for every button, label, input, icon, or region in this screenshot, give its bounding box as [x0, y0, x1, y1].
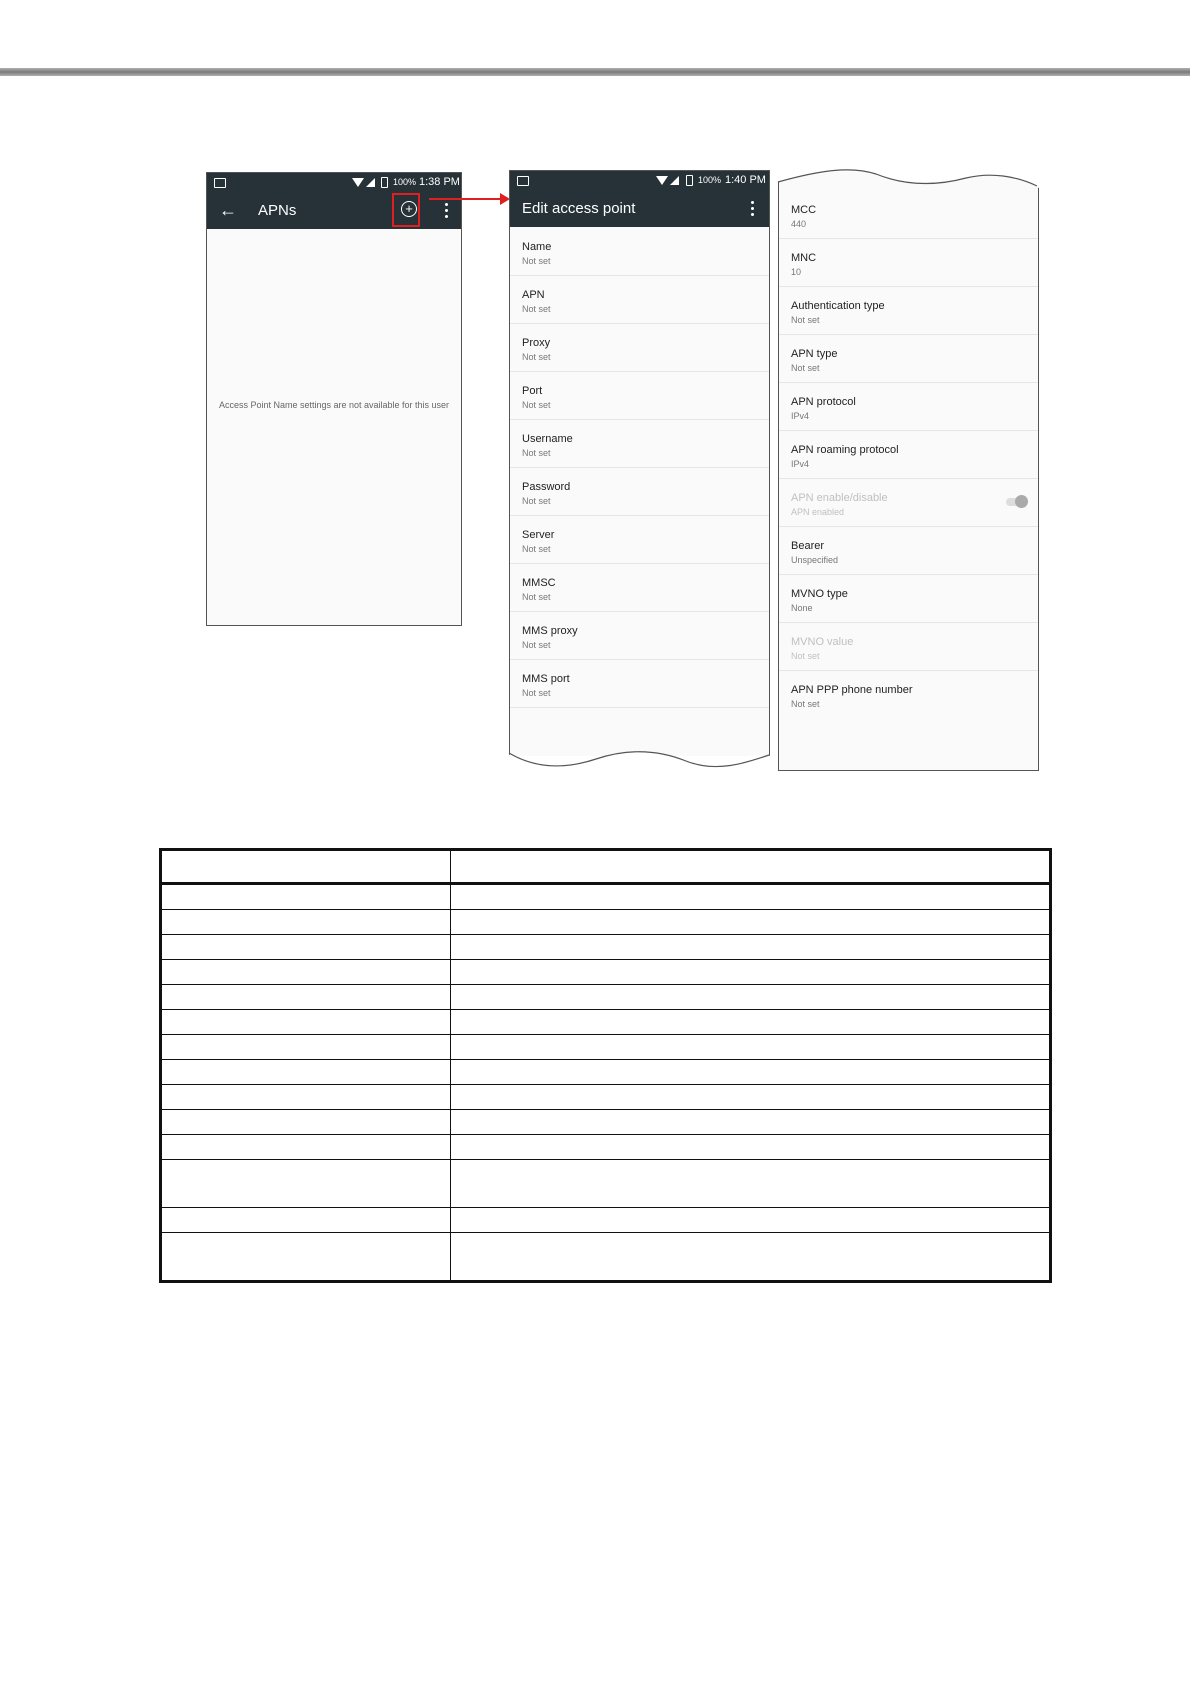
signal-icon	[670, 176, 679, 185]
battery-icon	[686, 175, 693, 186]
preference-list	[779, 191, 1038, 719]
back-arrow-icon[interactable]: ←	[219, 200, 237, 220]
page-title: APNs	[258, 202, 297, 219]
pref-summary: 10	[791, 267, 802, 277]
battery-icon	[381, 177, 388, 188]
pref-summary: Not set	[522, 352, 551, 362]
pref-title: APN	[522, 289, 545, 301]
pref-title: Name	[522, 241, 552, 253]
table-cell	[161, 1085, 451, 1110]
table-cell	[161, 1010, 451, 1035]
table-cell	[451, 1135, 1051, 1160]
pref-summary: Unspecified	[791, 555, 839, 565]
pref-port[interactable]	[510, 372, 769, 420]
pref-title: MCC	[791, 204, 817, 216]
pref-summary: Not set	[522, 496, 551, 506]
signal-icon	[366, 178, 375, 187]
table-row	[161, 884, 1051, 910]
edit-access-point-screen	[509, 170, 770, 756]
pref-summary: Not set	[522, 592, 551, 602]
table-cell	[161, 1035, 451, 1060]
app-bar	[207, 193, 461, 229]
table-cell	[451, 985, 1051, 1010]
pref-summary: Not set	[791, 363, 820, 373]
pref-title: MMSC	[522, 577, 556, 589]
pref-mmsc[interactable]	[510, 564, 769, 612]
pref-mvno-value[interactable]	[779, 623, 1038, 671]
pref-apn-ppp-phone-number[interactable]	[779, 671, 1038, 719]
pref-name[interactable]	[510, 228, 769, 276]
empty-message: Access Point Name settings are not available for this user	[218, 400, 450, 410]
pref-summary: Not set	[522, 688, 551, 698]
pref-title: MMS port	[522, 673, 570, 685]
table-row	[161, 960, 1051, 985]
pref-proxy[interactable]	[510, 324, 769, 372]
torn-edge-top	[776, 166, 1039, 192]
pref-summary: IPv4	[791, 411, 810, 421]
pref-mnc[interactable]	[779, 239, 1038, 287]
pref-apn-type[interactable]	[779, 335, 1038, 383]
pref-summary: None	[791, 603, 813, 613]
more-vert-icon[interactable]	[751, 201, 754, 216]
edit-access-point-continued	[778, 172, 1039, 771]
battery-percent: 100%	[393, 177, 417, 187]
table-row	[161, 1110, 1051, 1135]
table-cell	[161, 935, 451, 960]
torn-edge-bottom	[506, 749, 772, 773]
table-cell	[161, 1135, 451, 1160]
image-notification-icon	[517, 176, 529, 186]
table-cell	[451, 1035, 1051, 1060]
app-bar	[510, 191, 769, 227]
pref-summary: APN enabled	[791, 507, 845, 517]
add-circle-icon[interactable]: +	[401, 201, 417, 217]
apns-screen	[206, 172, 462, 626]
table-cell	[161, 960, 451, 985]
status-bar	[510, 171, 769, 191]
pref-mcc[interactable]	[779, 191, 1038, 239]
pref-authentication-type[interactable]	[779, 287, 1038, 335]
pref-summary: Not set	[522, 640, 551, 650]
pref-title: APN protocol	[791, 396, 856, 408]
pref-apn-enable-disable[interactable]	[779, 479, 1038, 527]
battery-percent: 100%	[698, 175, 722, 185]
arrow-line	[429, 198, 502, 200]
table-cell	[161, 1160, 451, 1208]
table-row	[161, 1060, 1051, 1085]
pref-bearer[interactable]	[779, 527, 1038, 575]
add-button-highlight	[392, 193, 420, 227]
table-cell	[451, 1160, 1051, 1208]
header-rule	[0, 68, 1190, 76]
pref-title: MMS proxy	[522, 625, 578, 637]
table-cell	[451, 850, 1051, 884]
table-cell	[451, 1060, 1051, 1085]
table-cell	[451, 1110, 1051, 1135]
preference-list	[510, 228, 769, 708]
pref-summary: Not set	[791, 651, 820, 661]
pref-apn-protocol[interactable]	[779, 383, 1038, 431]
pref-mms-port[interactable]	[510, 660, 769, 708]
table-cell	[451, 1010, 1051, 1035]
table-cell	[451, 1208, 1051, 1233]
pref-apn[interactable]	[510, 276, 769, 324]
pref-summary: Not set	[522, 304, 551, 314]
table-row	[161, 1160, 1051, 1208]
table-row	[161, 910, 1051, 935]
table-cell	[451, 1085, 1051, 1110]
pref-title: Authentication type	[791, 300, 885, 312]
pref-mms-proxy[interactable]	[510, 612, 769, 660]
pref-summary: IPv4	[791, 459, 810, 469]
table-cell	[451, 1233, 1051, 1282]
pref-title: Bearer	[791, 540, 825, 552]
pref-summary: 440	[791, 219, 807, 229]
pref-title: Password	[522, 481, 571, 493]
pref-title: APN roaming protocol	[791, 444, 899, 456]
pref-title: Server	[522, 529, 555, 541]
status-time: 1:40 PM	[725, 174, 766, 186]
table-cell	[451, 910, 1051, 935]
table-cell	[161, 1233, 451, 1282]
pref-apn-roaming-protocol[interactable]	[779, 431, 1038, 479]
table-row	[161, 1233, 1051, 1282]
table-cell	[161, 1208, 451, 1233]
table-row	[161, 1208, 1051, 1233]
table-row	[161, 1010, 1051, 1035]
page-title: Edit access point	[522, 200, 636, 217]
table-header-row	[161, 850, 1051, 884]
pref-title: APN type	[791, 348, 838, 360]
table-row	[161, 1085, 1051, 1110]
table-row	[161, 1135, 1051, 1160]
pref-summary: Not set	[791, 699, 820, 709]
status-time: 1:38 PM	[419, 176, 460, 188]
apn-enable-toggle[interactable]	[1006, 498, 1026, 506]
pref-summary: Not set	[522, 448, 551, 458]
pref-title: MVNO value	[791, 636, 854, 648]
table-cell	[161, 1110, 451, 1135]
pref-username[interactable]	[510, 420, 769, 468]
pref-title: MNC	[791, 252, 817, 264]
apn-settings-table	[159, 848, 1052, 1283]
pref-summary: Not set	[791, 315, 820, 325]
pref-summary: Not set	[522, 544, 551, 554]
table-cell	[161, 985, 451, 1010]
table-cell	[451, 960, 1051, 985]
pref-title: Proxy	[522, 337, 551, 349]
table-cell	[161, 850, 451, 884]
table-row	[161, 1035, 1051, 1060]
table-row	[161, 935, 1051, 960]
status-bar	[207, 173, 461, 193]
pref-title: MVNO type	[791, 588, 848, 600]
pref-title: APN PPP phone number	[791, 684, 913, 696]
wifi-icon	[656, 176, 668, 185]
image-notification-icon	[214, 178, 226, 188]
table-cell	[451, 935, 1051, 960]
more-vert-icon[interactable]	[445, 203, 448, 218]
pref-summary: Not set	[522, 400, 551, 410]
pref-server[interactable]	[510, 516, 769, 564]
table-cell	[161, 910, 451, 935]
pref-title: Username	[522, 433, 573, 445]
pref-summary: Not set	[522, 256, 551, 266]
pref-title: Port	[522, 385, 543, 397]
table-row	[161, 985, 1051, 1010]
wifi-icon	[352, 178, 364, 187]
table-cell	[451, 884, 1051, 910]
pref-title: APN enable/disable	[791, 492, 888, 504]
pref-mvno-type[interactable]	[779, 575, 1038, 623]
table-cell	[161, 1060, 451, 1085]
table-cell	[161, 884, 451, 910]
pref-password[interactable]	[510, 468, 769, 516]
